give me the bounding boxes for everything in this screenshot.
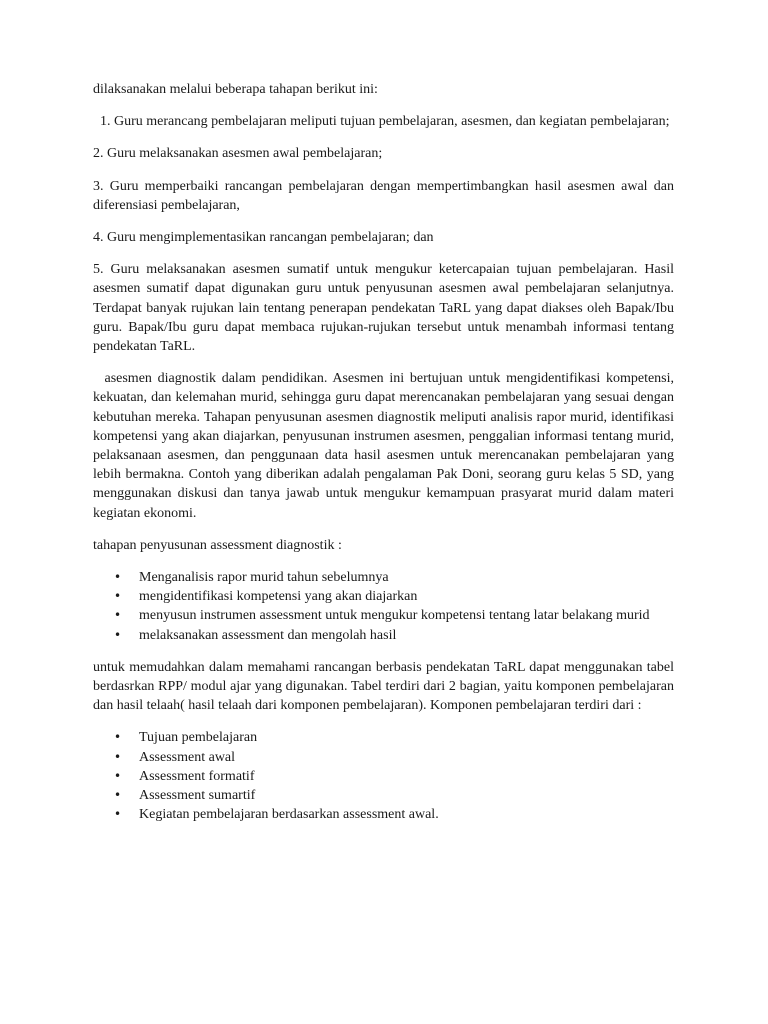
step-1: 1. Guru merancang pembelajaran meliputi tujuan pembelajaran, asesmen, dan kegiatan pembelajaran;: [93, 114, 670, 130]
list-item: • Tujuan pembelajaran: [93, 728, 674, 747]
bullet-icon: •: [114, 768, 122, 783]
bullet-icon: •: [114, 608, 122, 623]
list-item: • mengidentifikasi kompetensi yang akan diajarkan: [93, 587, 674, 606]
bullet-icon: •: [114, 570, 122, 585]
bullet-icon: •: [114, 749, 122, 764]
komponen-list: [93, 728, 674, 824]
bullet-icon: •: [114, 730, 122, 745]
paragraph-asesmen-diagnostik: asesmen diagnostik dalam pendidikan. Asesmen ini bertujuan untuk mengidentifikasi kompetensi, kekuatan, dan kelemahan murid, sehingga guru dapat merencanakan pembelajaran yang sesuai dengan kebutuhan mereka. Tahapan penyusunan asesmen diagnostik meliputi analisis rapor murid, identifikasi kompetensi yang akan diajarkan, penyusunan instrumen asesmen, penggalian informasi tentang murid, pelaksanaan asesmen, dan penggunaan data hasil asesmen untuk merencanakan pembelajaran yang lebih bermakna. Contoh yang diberikan adalah pengalaman Pak Doni, seorang guru kelas 5 SD, yang menggunakan diskusi dan tanya jawab untuk mengukur kemampuan prasyarat murid dalam materi kegiatan ekonomi.: [93, 371, 678, 521]
paragraph-tahapan-heading: tahapan penyusunan assessment diagnostik :: [93, 537, 342, 553]
step-3: 3. Guru memperbaiki rancangan pembelajaran dengan mempertimbangkan hasil asesmen awal dan diferensiasi pembelajaran,: [93, 178, 674, 213]
list-item: • Assessment awal: [93, 748, 674, 767]
bullet-icon: •: [114, 589, 122, 604]
list-item: • Assessment sumartif: [93, 786, 674, 805]
list-item: • menyusun instrumen assessment untuk mengukur kompetensi tentang latar belakang murid: [93, 606, 674, 625]
paragraph-intro: dilaksanakan melalui beberapa tahapan berikut ini:: [93, 82, 378, 97]
document-page: [93, 80, 678, 838]
tahapan-list: [93, 568, 674, 645]
bullet-icon: •: [114, 627, 122, 642]
list-item: • Menganalisis rapor murid tahun sebelumnya: [93, 568, 674, 587]
list-item: • Assessment formatif: [93, 767, 674, 786]
bullet-icon: •: [114, 807, 122, 822]
list-item: • melaksanakan assessment dan mengolah hasil: [93, 626, 674, 645]
step-2: 2. Guru melaksanakan asesmen awal pembelajaran;: [93, 146, 383, 162]
paragraph-tabel: untuk memudahkan dalam memahami rancangan berbasis pendekatan TaRL dapat menggunakan tabel berdasrkan RPP/ modul ajar yang digunakan. Tabel terdiri dari 2 bagian, yaitu komponen pembelajaran dan hasil telaah( hasil telaah dari komponen pembelajaran). Komponen pembelajaran terdiri dari :: [93, 659, 674, 714]
list-item: • Kegiatan pembelajaran berdasarkan assessment awal.: [93, 805, 674, 824]
step-5: 5. Guru melaksanakan asesmen sumatif untuk mengukur ketercapaian tujuan pembelajaran. Hasil asesmen sumatif dapat digunakan guru untuk penyusunan asesmen awal pembelajaran selanjutnya. Terdapat banyak rujukan lain tentang penerapan pendekatan TaRL yang dapat diakses oleh Bapak/Ibu guru. Bapak/Ibu guru dapat membaca rujukan-rujukan tersebut untuk menambah informasi tentang pendekatan TaRL.: [93, 262, 674, 355]
step-4: 4. Guru mengimplementasikan rancangan pembelajaran; dan: [93, 230, 434, 246]
bullet-icon: •: [114, 788, 122, 803]
